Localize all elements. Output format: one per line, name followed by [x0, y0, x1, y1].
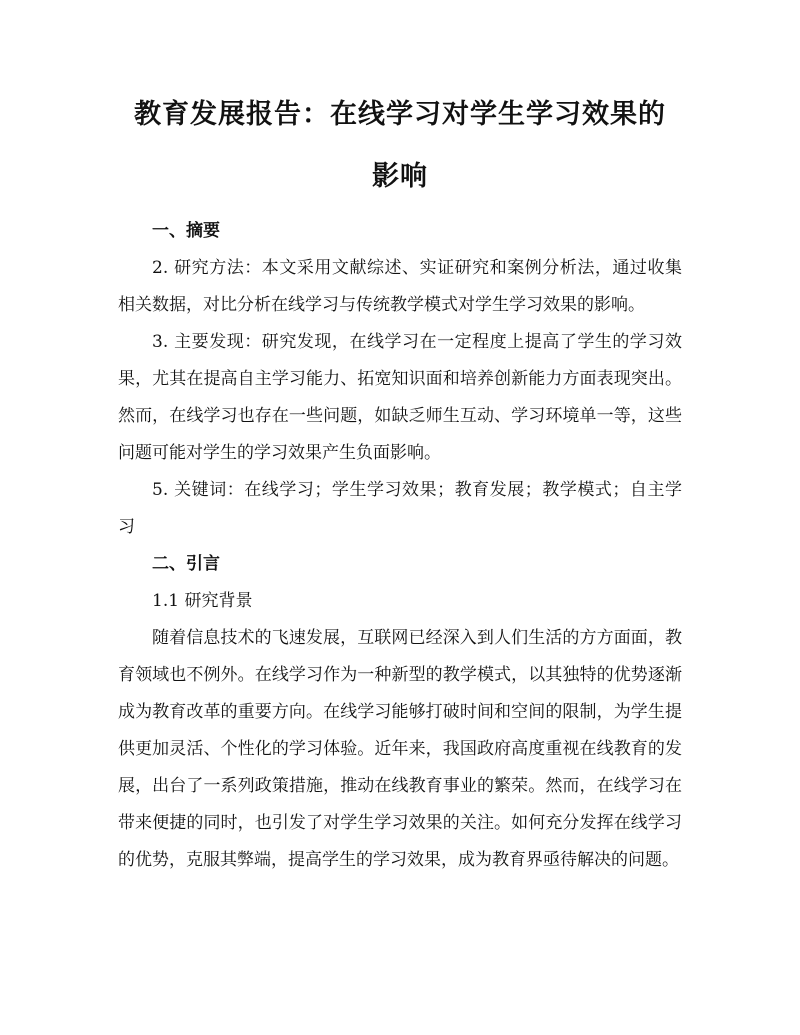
title-line-1: 教育发展报告：在线学习对学生学习效果的 [134, 99, 666, 130]
abstract-keywords-paragraph: 5. 关键词：在线学习；学生学习效果；教育发展；教学模式；自主学习 [118, 480, 682, 537]
abstract-findings-paragraph: 3. 主要发现：研究发现，在线学习在一定程度上提高了学生的学习效果，尤其在提高自主学习能力、拓宽知识面和培养创新能力方面表现突出。然而，在线学习也存在一些问题，如缺乏师生互动、学习环境单一等，这些问题可能对学生的学习效果产生负面影响。 [118, 332, 682, 463]
section-heading-introduction: 二、引言 [152, 554, 220, 574]
document-title [118, 84, 682, 208]
document-body [118, 213, 682, 879]
title-line-2: 影响 [372, 161, 428, 192]
section-heading-abstract: 一、摘要 [152, 221, 220, 241]
research-background-paragraph: 随着信息技术的飞速发展，互联网已经深入到人们生活的方方面面，教育领域也不例外。在线学习作为一种新型的教学模式，以其独特的优势逐渐成为教育改革的重要方向。在线学习能够打破时间和空间的限制，为学生提供更加灵活、个性化的学习体验。近年来，我国政府高度重视在线教育的发展，出台了一系列政策措施，推动在线教育事业的繁荣。然而，在线学习在带来便捷的同时，也引发了对学生学习效果的关注。如何充分发挥在线学习的优势，克服其弊端，提高学生的学习效果，成为教育界亟待解决的问题。 [118, 628, 682, 870]
subheading-research-background: 1.1 研究背景 [152, 591, 253, 611]
abstract-methods-paragraph: 2. 研究方法：本文采用文献综述、实证研究和案例分析法，通过收集相关数据，对比分析在线学习与传统教学模式对学生学习效果的影响。 [118, 258, 682, 315]
